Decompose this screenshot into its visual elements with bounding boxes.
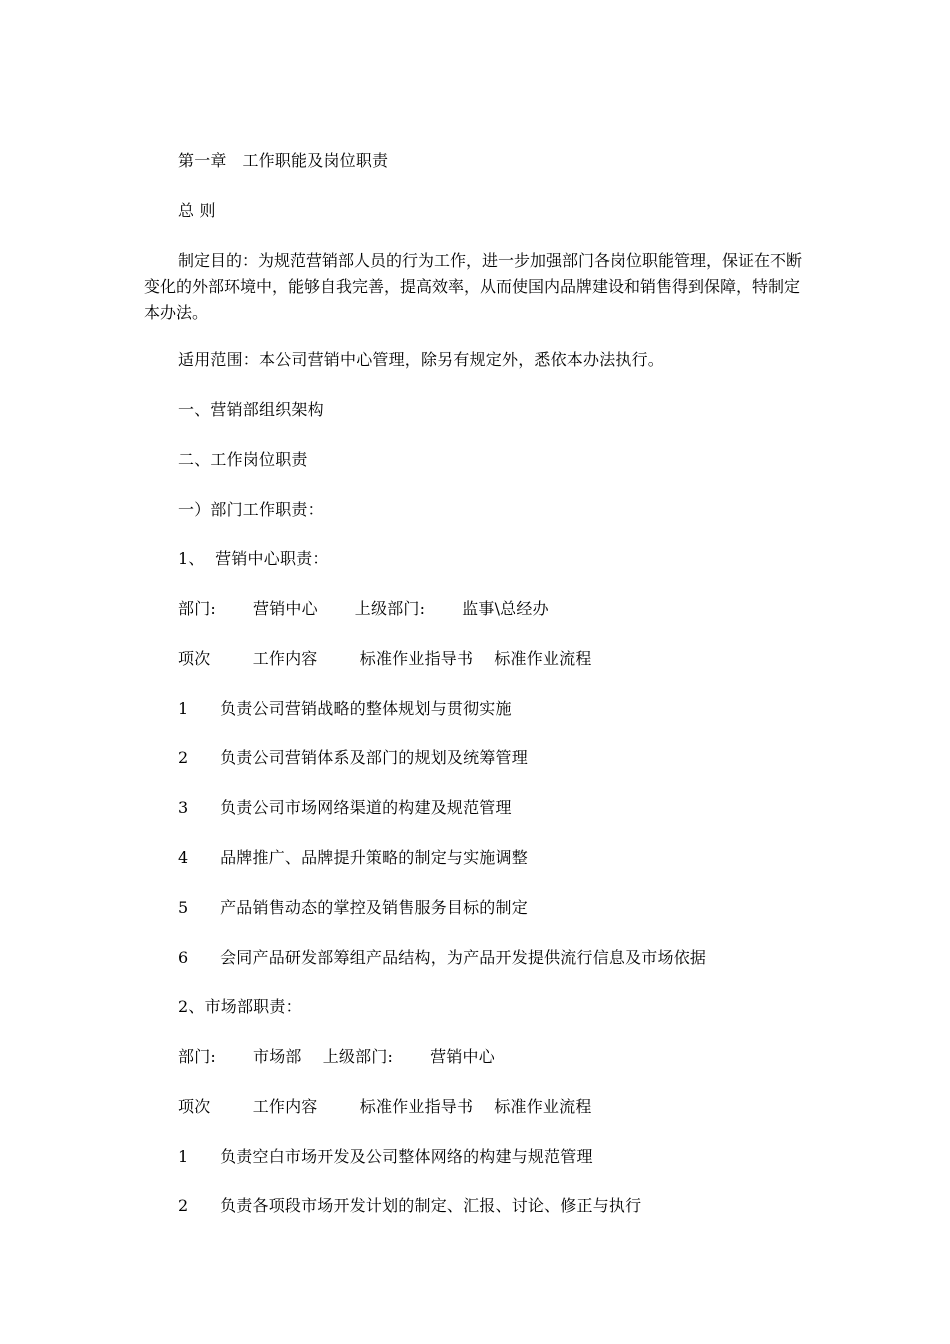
market-dept-dept-line: 部门: 市场部 上级部门: 营销中心 (178, 1047, 495, 1066)
marketing-center-heading: 1、 营销中心职责： (178, 549, 329, 568)
chapter-title: 第一章 工作职能及岗位职责 (178, 151, 389, 170)
list-item: 5 产品销售动态的掌控及销售服务目标的制定 (178, 898, 528, 917)
marketing-center-table-header: 项次 工作内容 标准作业指导书 标准作业流程 (178, 649, 592, 668)
section-heading-2: 二、工作岗位职责 (178, 450, 308, 469)
list-item: 6 会同产品研发部筹组产品结构，为产品开发提供流行信息及市场依据 (178, 948, 707, 967)
section-heading-1: 一、营销部组织架构 (178, 400, 324, 419)
market-dept-table-header: 项次 工作内容 标准作业指导书 标准作业流程 (178, 1097, 592, 1116)
list-item: 3 负责公司市场网络渠道的构建及规范管理 (178, 798, 512, 817)
subsection-heading: 一）部门工作职责： (178, 500, 324, 519)
scope-paragraph: 适用范围：本公司营销中心管理，除另有规定外，悉依本办法执行。 (178, 350, 665, 369)
list-item: 4 品牌推广、品牌提升策略的制定与实施调整 (178, 848, 528, 867)
list-item: 1 负责公司营销战略的整体规划与贯彻实施 (178, 699, 512, 718)
general-heading: 总 则 (178, 201, 216, 220)
purpose-paragraph: 制定目的：为规范营销部人员的行为工作，进一步加强部门各岗位职能管理，保证在不断变化的外部环境中，能够自我完善，提高效率，从而使国内品牌建设和销售得到保障，特制定本办法。 (144, 251, 803, 322)
list-item: 2 负责公司营销体系及部门的规划及统筹管理 (178, 748, 528, 767)
list-item: 1 负责空白市场开发及公司整体网络的构建与规范管理 (178, 1147, 593, 1166)
list-item: 2 负责各项段市场开发计划的制定、汇报、讨论、修正与执行 (178, 1196, 642, 1215)
market-dept-heading: 2、市场部职责： (178, 997, 302, 1016)
marketing-center-dept-line: 部门: 营销中心 上级部门: 监事\总经办 (178, 599, 549, 618)
